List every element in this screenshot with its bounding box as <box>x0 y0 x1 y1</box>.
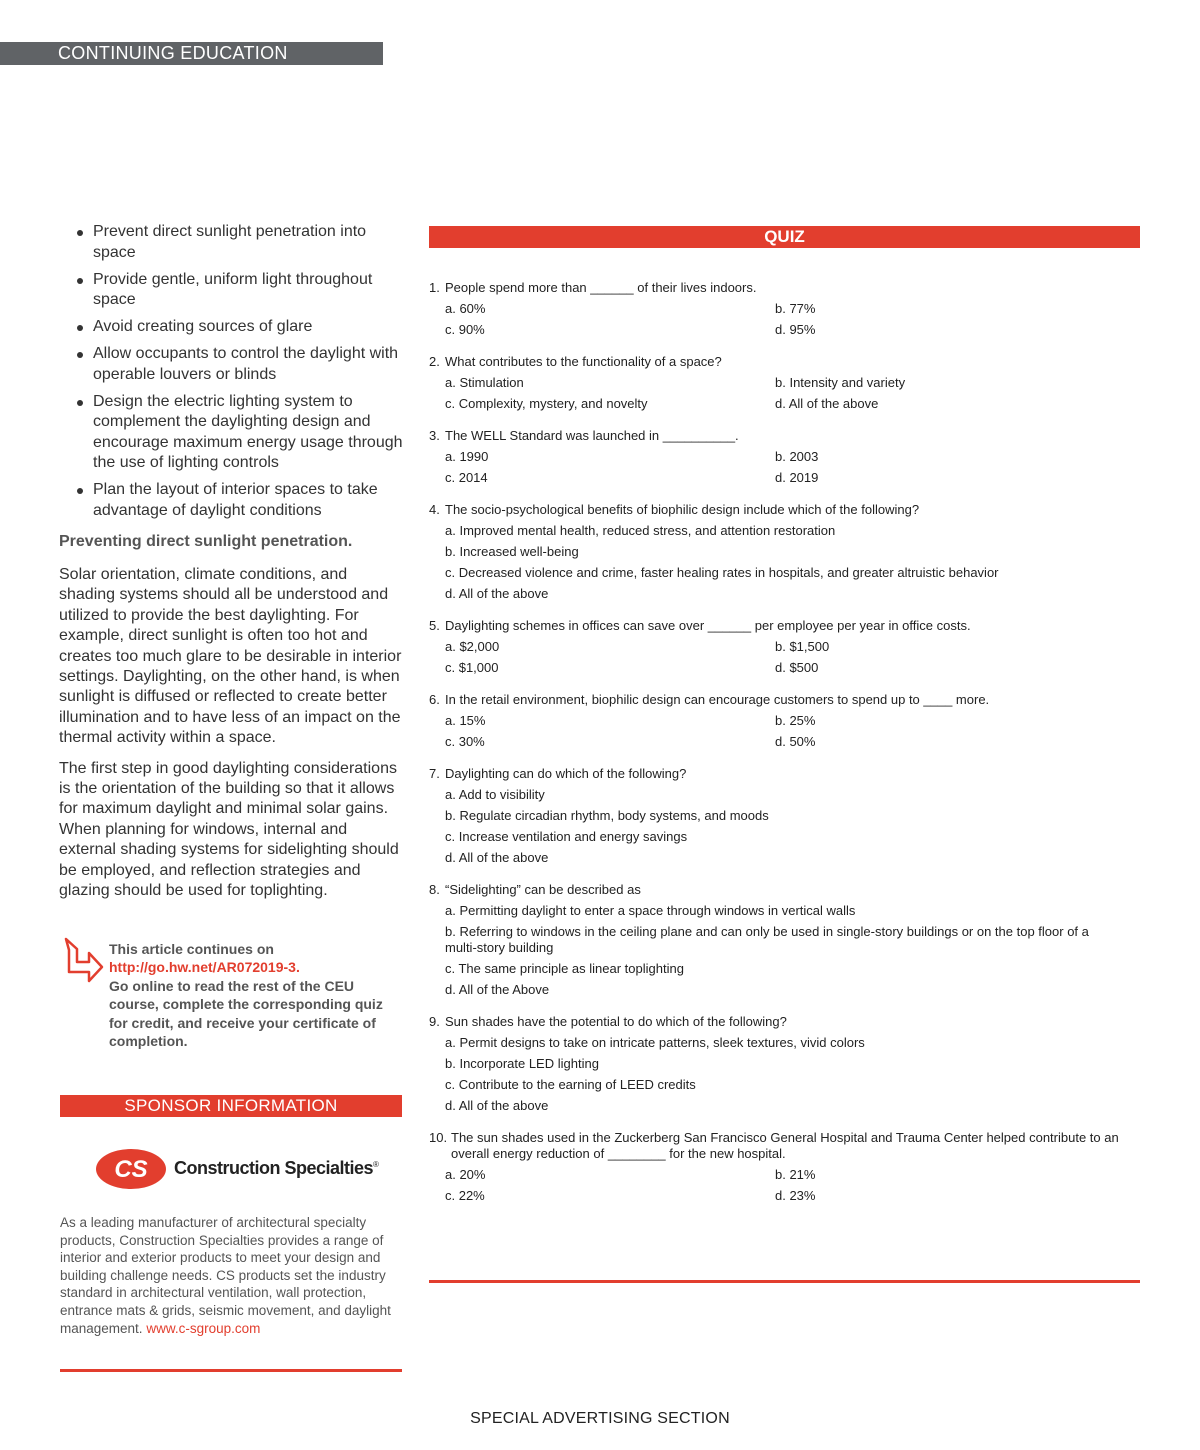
question-number: 6. <box>429 692 440 707</box>
answer-option: a. Permit designs to take on intricate patterns, sleek textures, vivid colors <box>445 1035 865 1050</box>
quiz-question <box>429 502 1149 602</box>
answer-option: d. 50% <box>775 734 816 749</box>
question-text: Daylighting schemes in offices can save over ______ per employee per year in office costs. <box>445 618 971 633</box>
answer-option: b. Regulate circadian rhythm, body systems, and moods <box>445 808 769 823</box>
answer-option: d. All of the above <box>445 586 549 601</box>
divider <box>429 1280 1140 1283</box>
question-text: The sun shades used in the Zuckerberg San Francisco General Hospital and Trauma Center helped contribute to an overall energy reduction of ________ for the new hospital. <box>451 1130 1119 1161</box>
question-text: The socio-psychological benefits of biophilic design include which of the following? <box>445 502 920 517</box>
bullet-item: Prevent direct sunlight penetration into space <box>59 222 404 263</box>
arrow-icon <box>63 936 105 984</box>
question-number: 5. <box>429 618 440 633</box>
answer-option: d. $500 <box>775 660 819 675</box>
continue-line2: Go online to read the rest of the CEU course, complete the corresponding quiz for credit, and receive your certificate of completion. <box>109 977 383 1050</box>
answer-option: a. 1990 <box>445 449 489 464</box>
question-text: “Sidelighting” can be described as <box>445 882 641 897</box>
question-number: 10. <box>429 1130 448 1145</box>
article-column <box>59 222 404 912</box>
answer-option: b. 2003 <box>775 449 819 464</box>
answer-option: a. $2,000 <box>445 639 500 654</box>
sponsor-description-text: As a leading manufacturer of architectural specialty products, Construction Specialties provides a range of interior and exterior products to meet your design and building challenge needs. CS products set the industry standard in architectural ventilation, wall protection, entrance mats & grids, seismic movement, and daylight management. <box>60 1215 391 1336</box>
question-number: 7. <box>429 766 440 781</box>
section-label: CONTINUING EDUCATION <box>58 43 288 63</box>
bullet-list <box>59 222 404 521</box>
answer-option: b. 25% <box>775 713 816 728</box>
answer-option: d. 2019 <box>775 470 819 485</box>
answer-option: c. Contribute to the earning of LEED credits <box>445 1077 696 1092</box>
quiz-question <box>429 882 1149 998</box>
question-number: 3. <box>429 428 440 443</box>
paragraph: The first step in good daylighting considerations is the orientation of the building so that it allows for maximum daylight and minimal solar gains. When planning for windows, internal and external shading systems for sidelighting should be employed, and reflection strategies and glazing should be used for toplighting. <box>59 759 399 900</box>
answer-option: d. 95% <box>775 322 816 337</box>
quiz-question <box>429 354 1149 412</box>
question-number: 9. <box>429 1014 440 1029</box>
answer-option: c. 30% <box>445 734 485 749</box>
bullet-item: Plan the layout of interior spaces to take advantage of daylight conditions <box>59 480 404 521</box>
answer-option: c. 2014 <box>445 470 488 485</box>
quiz-question <box>429 280 1149 338</box>
question-number: 1. <box>429 280 440 295</box>
answer-option: c. 22% <box>445 1188 485 1203</box>
answer-option: d. All of the above <box>445 1098 549 1113</box>
answer-option: b. Increased well-being <box>445 544 579 559</box>
answer-option: b. Intensity and variety <box>775 375 906 390</box>
cs-logo-icon <box>96 1146 168 1192</box>
quiz-title-bar: QUIZ <box>429 226 1140 248</box>
answer-option: a. Stimulation <box>445 375 524 390</box>
quiz-question <box>429 692 1149 750</box>
question-text: What contributes to the functionality of a space? <box>445 354 722 369</box>
answer-option: b. 77% <box>775 301 816 316</box>
footer-text: SPECIAL ADVERTISING SECTION <box>470 1410 730 1427</box>
answer-option: b. 21% <box>775 1167 816 1182</box>
quiz-question <box>429 1130 1149 1204</box>
answer-option: c. Complexity, mystery, and novelty <box>445 396 648 411</box>
answer-option: b. $1,500 <box>775 639 830 654</box>
question-number: 2. <box>429 354 440 369</box>
logo-mark: CS <box>114 1156 148 1183</box>
answer-option: a. Improved mental health, reduced stress, and attention restoration <box>445 523 836 538</box>
answer-option: c. Increase ventilation and energy savings <box>445 829 688 844</box>
quiz-question <box>429 618 1149 676</box>
subheading: Preventing direct sunlight penetration. <box>59 533 353 550</box>
sponsor-link[interactable]: www.c-sgroup.com <box>146 1320 261 1336</box>
divider <box>60 1369 402 1372</box>
question-text: The WELL Standard was launched in __________. <box>445 428 739 443</box>
question-number: 8. <box>429 882 440 897</box>
question-text: In the retail environment, biophilic design can encourage customers to spend up to ____ more. <box>445 692 990 707</box>
answer-option: a. 60% <box>445 301 486 316</box>
registered-mark: ® <box>373 1160 379 1169</box>
bullet-item: Provide gentle, uniform light throughout space <box>59 270 404 311</box>
continue-link[interactable]: http://go.hw.net/AR072019-3. <box>109 959 300 976</box>
bullet-item: Allow occupants to control the daylight with operable louvers or blinds <box>59 344 404 385</box>
answer-option: a. 20% <box>445 1167 486 1182</box>
question-text: People spend more than ______ of their lives indoors. <box>445 280 757 295</box>
paragraph: Solar orientation, climate conditions, and shading systems should all be understood and utilized to provide the best daylighting. For example, direct sunlight is often too hot and creates too much glare to be desirable in interior settings. Daylighting, on the other hand, is when sunlight is diffused or reflected to create better illumination and to have less of an impact on the thermal activity within a space. <box>59 566 402 747</box>
answer-option: a. 15% <box>445 713 486 728</box>
continue-line1: This article continues on <box>109 941 274 957</box>
answer-option: b. Incorporate LED lighting <box>445 1056 599 1071</box>
answer-option: c. Decreased violence and crime, faster healing rates in hospitals, and greater altruistic behavior <box>445 565 999 580</box>
question-text: Daylighting can do which of the following? <box>445 766 687 781</box>
sponsor-description <box>60 1214 400 1337</box>
answer-option: c. The same principle as linear toplighting <box>445 961 684 976</box>
quiz-list <box>429 280 1149 1220</box>
answer-option: d. 23% <box>775 1188 816 1203</box>
answer-option: c. 90% <box>445 322 485 337</box>
answer-option: d. All of the above <box>445 850 549 865</box>
answer-option: d. All of the above <box>775 396 879 411</box>
answer-option: c. $1,000 <box>445 660 499 675</box>
quiz-question <box>429 1014 1149 1114</box>
quiz-question <box>429 428 1149 486</box>
quiz-question <box>429 766 1149 866</box>
bullet-item: Avoid creating sources of glare <box>59 317 404 338</box>
answer-option: b. Referring to windows in the ceiling plane and can only be used in single-story buildings or on the top floor of a multi-story building <box>445 924 1089 955</box>
continue-text <box>109 940 389 1050</box>
answer-option: d. All of the Above <box>445 982 550 997</box>
bullet-item: Design the electric lighting system to complement the daylighting design and encourage maximum energy usage through the use of lighting controls <box>59 392 404 474</box>
sponsor-bar: SPONSOR INFORMATION <box>60 1095 402 1117</box>
logo-text: Construction Specialties <box>174 1158 374 1178</box>
sponsor-logo <box>96 1146 386 1192</box>
answer-option: a. Permitting daylight to enter a space through windows in vertical walls <box>445 903 856 918</box>
answer-option: a. Add to visibility <box>445 787 545 802</box>
question-number: 4. <box>429 502 440 517</box>
section-header-band <box>0 42 383 65</box>
question-text: Sun shades have the potential to do which of the following? <box>445 1014 787 1029</box>
